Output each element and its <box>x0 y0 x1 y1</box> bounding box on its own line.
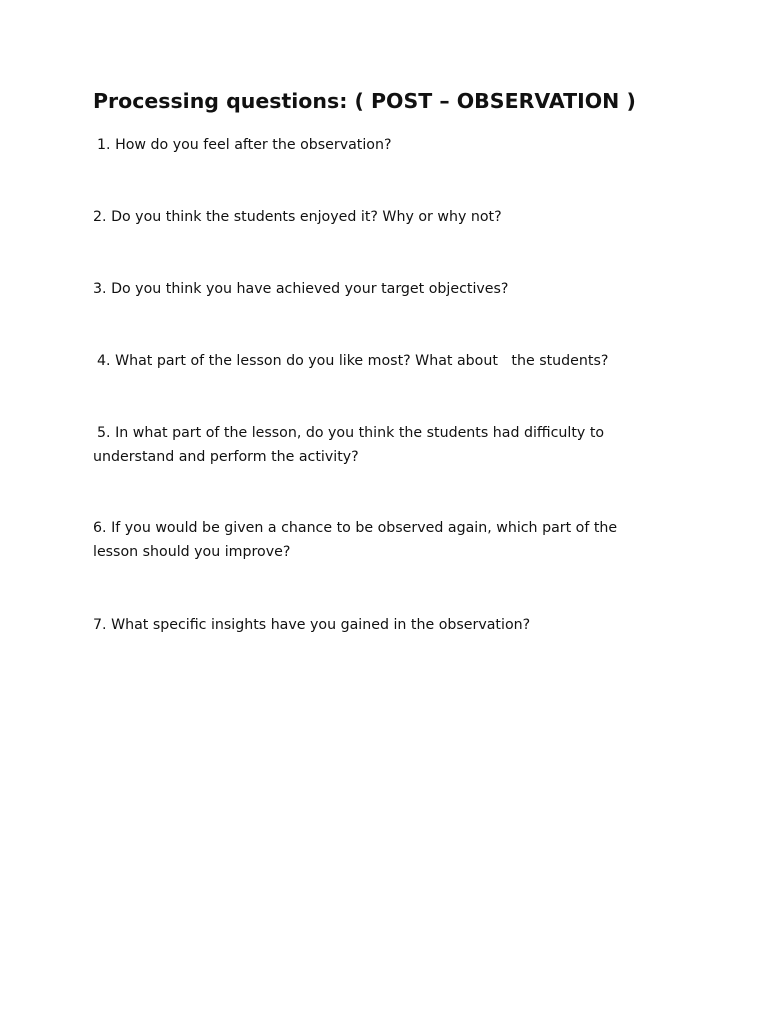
question-text: If you would be given a chance to be observed again, which part of the <box>111 520 618 536</box>
question-text: Do you think you have achieved your target objectives? <box>111 281 509 297</box>
question-3 <box>93 277 508 301</box>
question-number: 1. <box>97 137 111 153</box>
question-1 <box>97 133 392 157</box>
question-6 <box>93 516 617 540</box>
question-text: What part of the lesson do you like most? What about the students? <box>115 353 609 369</box>
question-number: 7. <box>93 617 107 633</box>
question-number: 6. <box>93 520 107 536</box>
question-text: Do you think the students enjoyed it? Why or why not? <box>111 209 502 225</box>
question-number: 2. <box>93 209 107 225</box>
question-text: How do you feel after the observation? <box>115 137 392 153</box>
question-7 <box>93 613 530 637</box>
question-number: 4. <box>97 353 111 369</box>
question-6-continuation: lesson should you improve? <box>93 544 291 560</box>
question-text: What specific insights have you gained in the observation? <box>111 617 531 633</box>
question-4 <box>97 349 608 373</box>
question-2 <box>93 205 502 229</box>
question-number: 5. <box>97 425 111 441</box>
question-number: 3. <box>93 281 107 297</box>
question-5-continuation: understand and perform the activity? <box>93 449 359 465</box>
page-title: Processing questions: ( POST – OBSERVATION ) <box>93 89 636 113</box>
question-5 <box>97 421 604 445</box>
question-text: In what part of the lesson, do you think the students had difficulty to <box>115 425 605 441</box>
